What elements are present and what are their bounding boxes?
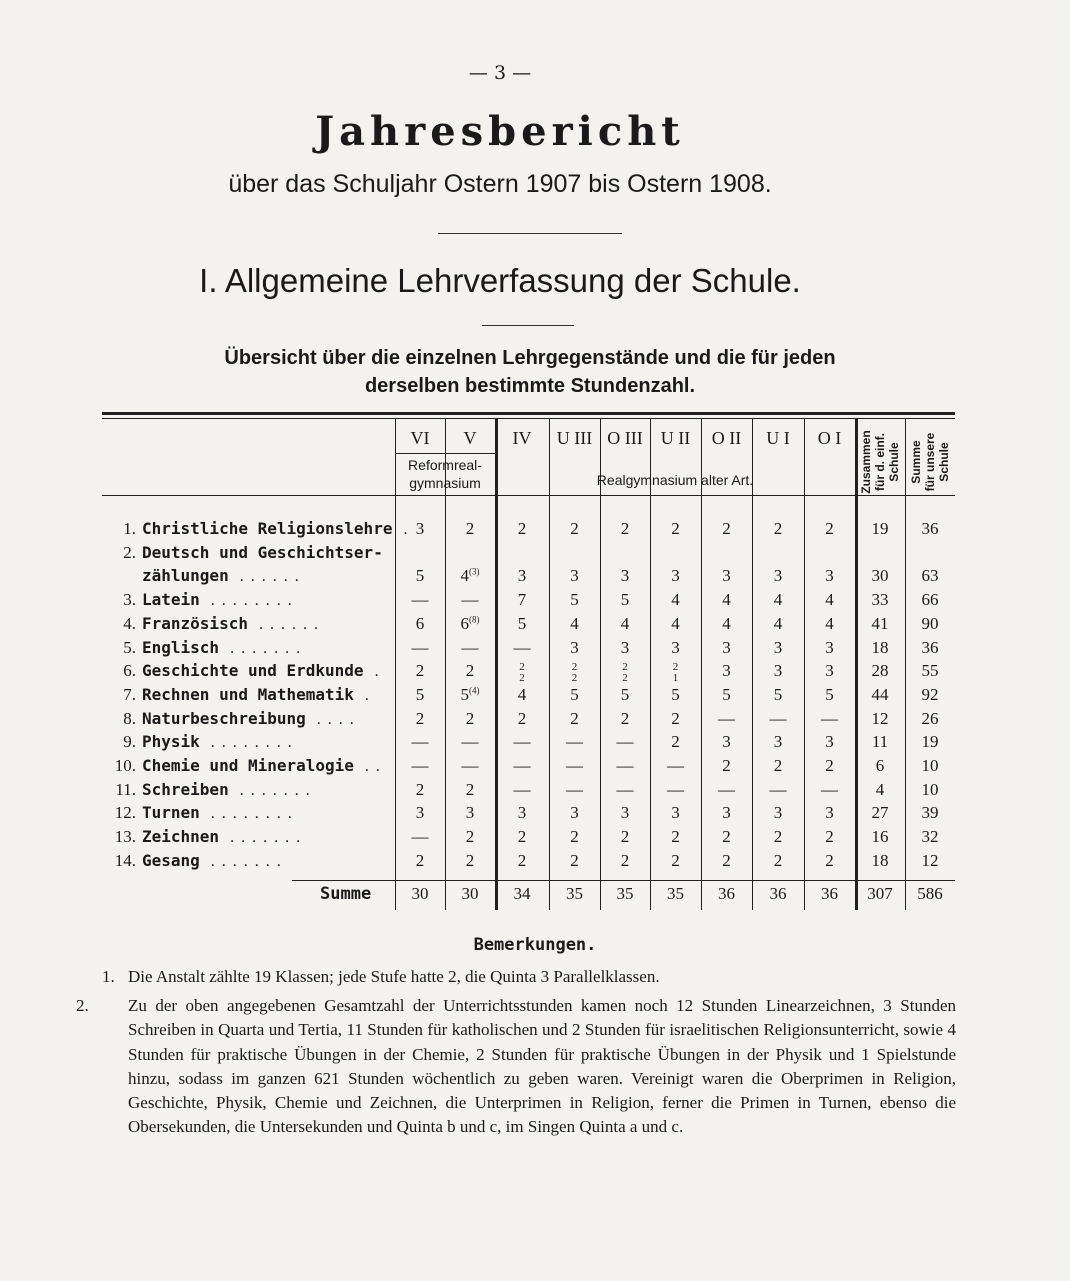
cell-value: 16: [871, 827, 889, 847]
subject-name: Physik: [142, 732, 200, 752]
row-number: 2.: [123, 542, 136, 562]
subject-name: Latein: [142, 590, 200, 610]
cell-value: 36: [921, 637, 939, 657]
subject-row: [104, 803, 394, 823]
column-header: IV: [512, 428, 532, 448]
cell-value: 3: [825, 732, 834, 752]
cell-value: 3: [570, 803, 579, 823]
cell-value: 2: [570, 519, 579, 538]
cell-value: 5: [825, 684, 834, 704]
cell-value: 33: [871, 590, 889, 610]
subject-name: Deutsch und Geschichtser-: [142, 542, 383, 562]
cell-value: 2: [825, 827, 834, 847]
cell-value: —: [769, 708, 787, 728]
subject-row: [104, 827, 394, 847]
subject-name: Gesang: [142, 850, 200, 870]
summe-value: 36: [821, 884, 838, 903]
cell-value: 3: [722, 732, 731, 752]
cell-value: 3: [570, 566, 579, 586]
cell-value: 2: [722, 519, 731, 538]
cell-value: —: [667, 779, 684, 799]
cell-value: 2 2: [622, 661, 628, 685]
summe-header: Summe für unsere Schule: [909, 432, 951, 492]
leader-dots: ........: [199, 592, 299, 610]
remarks-title: Bemerkungen.: [473, 935, 597, 955]
cell-value: —: [821, 779, 838, 799]
cell-value: 4: [570, 613, 579, 633]
alt-header: Realgymnasium alter Art.: [596, 472, 754, 488]
table-title-line: derselben bestimmte Stundenzahl.: [364, 375, 696, 397]
cell-value: 4: [825, 613, 834, 633]
summe-value: 36: [718, 884, 735, 903]
column-header: U III: [556, 428, 593, 448]
subject-row: [104, 661, 394, 681]
cell-value: 3: [825, 566, 834, 586]
cell-value: 4: [773, 613, 783, 633]
cell-value: 2: [465, 850, 475, 870]
cell-value: —: [513, 637, 531, 657]
cell-value: 5: [620, 590, 630, 610]
cell-value: 2: [415, 850, 425, 870]
cell-value: 2: [570, 708, 579, 728]
cell-value: —: [718, 708, 735, 728]
cell-value: —: [411, 590, 429, 610]
subject-row: [104, 851, 394, 871]
cell-value: 3: [773, 637, 783, 657]
cell-value: 2: [825, 519, 834, 538]
column-header: O I: [817, 428, 842, 448]
column-header: U I: [766, 428, 790, 448]
cell-value: 2: [570, 850, 579, 870]
subject-name: Chemie und Mineralogie: [142, 756, 354, 775]
cell-value: 55: [921, 661, 939, 681]
cell-value: 2: [722, 827, 731, 847]
remark-number: 1.: [102, 967, 115, 986]
cell-value: 2: [773, 827, 783, 847]
cell-value: 6: [415, 613, 425, 633]
cell-value: —: [513, 779, 531, 799]
row-number: 10.: [114, 756, 136, 775]
cell-value: 2: [415, 779, 425, 799]
cell-value: 3: [620, 803, 630, 823]
cell-value: —: [667, 756, 684, 775]
cell-value: 41: [871, 613, 889, 633]
leader-dots: .......: [219, 829, 308, 847]
leader-dots: .......: [219, 639, 308, 657]
subject-row: [104, 780, 394, 800]
cell-value: 3: [671, 637, 680, 657]
cell-value: 2: [517, 519, 527, 538]
row-number: 13.: [114, 827, 136, 847]
cell-value: 5$^{(4)}$: [460, 684, 480, 704]
cell-value: 2: [465, 779, 475, 799]
subject-name: Christliche Religionslehre: [142, 519, 393, 538]
cell-value: 10: [921, 779, 939, 799]
cell-value: 3: [620, 566, 630, 586]
cell-value: 7: [517, 590, 527, 610]
cell-value: 2 2: [571, 661, 578, 685]
cell-value: 39: [921, 803, 939, 823]
row-number: 6.: [123, 661, 136, 681]
leader-dots: .: [363, 663, 386, 681]
cell-value: 5: [773, 684, 783, 704]
cell-value: 3: [773, 566, 783, 586]
row-number: 7.: [123, 684, 136, 704]
cell-value: —: [513, 756, 531, 775]
cell-value: 3: [415, 803, 425, 823]
cell-value: 2: [825, 850, 834, 870]
cell-value: 3: [517, 566, 527, 586]
cell-value: 3: [825, 803, 834, 823]
subject-row: [104, 732, 394, 752]
cell-value: 5: [415, 684, 425, 704]
cell-value: 90: [921, 613, 939, 633]
cell-value: 5: [415, 566, 425, 586]
cell-value: 2: [620, 850, 630, 870]
leader-dots: ......: [228, 568, 306, 586]
cell-value: 30: [871, 566, 889, 586]
cell-value: 4: [517, 684, 527, 704]
subject-name: Schreiben: [142, 779, 229, 799]
row-number: 8.: [123, 708, 136, 728]
parallel-class-note: (4): [469, 685, 480, 696]
column-header: V: [463, 428, 477, 448]
cell-value: 4: [825, 590, 834, 610]
cell-value: 3: [415, 519, 425, 538]
cell-value: 3: [773, 732, 783, 752]
subject-name: Geschichte und Erdkunde: [142, 661, 364, 681]
cell-value: —: [461, 756, 479, 775]
cell-value: 3: [722, 566, 731, 586]
leader-dots: .: [392, 521, 415, 538]
cell-value: —: [566, 779, 583, 799]
cell-value: —: [461, 590, 479, 610]
leader-dots: ....: [305, 710, 361, 728]
cell-value: 2: [465, 827, 475, 847]
cell-value: 4: [722, 613, 731, 633]
remark-number: 2.: [76, 996, 89, 1015]
cell-value: 2: [825, 756, 834, 775]
cell-value: 12: [921, 850, 939, 870]
summe-label: Summe: [320, 884, 372, 904]
row-number: 11.: [115, 779, 136, 799]
subject-name: zählungen: [142, 566, 229, 586]
cell-value: 2: [415, 661, 425, 681]
parallel-class-note: (8): [469, 614, 480, 625]
cell-value: 28: [871, 661, 889, 681]
cell-value: —: [411, 637, 429, 657]
subject-row: [104, 566, 394, 586]
cell-value: 4: [620, 613, 630, 633]
cell-value: —: [411, 756, 429, 775]
summe-value: 35: [566, 884, 583, 903]
summe-value: 35: [667, 884, 684, 903]
row-number: 12.: [114, 803, 136, 823]
row-number: 14.: [114, 850, 136, 870]
cell-value: —: [566, 732, 583, 752]
cell-value: 11: [871, 732, 889, 752]
cell-value: 3: [773, 803, 783, 823]
row-number: 9.: [123, 732, 136, 752]
column-header: VI: [410, 428, 430, 448]
subject-name: Rechnen und Mathematik: [142, 684, 354, 704]
subject-name: Französisch: [142, 613, 248, 633]
cell-value: 44: [871, 684, 889, 704]
cell-value: 2: [671, 827, 680, 847]
cell-value: —: [566, 756, 583, 775]
column-header: O II: [711, 428, 742, 448]
remark-2: [76, 994, 956, 1140]
cell-value: —: [718, 779, 735, 799]
column-header: O III: [607, 428, 643, 448]
remark-text: Die Anstalt zählte 19 Klassen; jede Stufe hatte 2, die Quinta 3 Parallelklassen.: [128, 967, 660, 986]
cell-value: 4: [671, 590, 680, 610]
cell-value: 3: [671, 566, 680, 586]
cell-value: —: [616, 732, 634, 752]
parallel-class-note: (3): [469, 566, 480, 577]
cell-value: 3: [620, 637, 630, 657]
table-top-rule: [102, 418, 955, 419]
cell-value: 5: [570, 684, 579, 704]
row-number: 3.: [123, 590, 136, 610]
cell-value: —: [821, 708, 838, 728]
cell-value: 3: [671, 803, 680, 823]
cell-value: 4: [722, 590, 731, 610]
subject-row: [104, 685, 394, 705]
cell-value: 2: [722, 850, 731, 870]
cell-value: 3: [825, 661, 834, 681]
cell-value: —: [461, 637, 479, 657]
cell-value: 2: [415, 708, 425, 728]
leader-dots: .......: [228, 781, 317, 799]
cell-value: 3: [465, 803, 475, 823]
cell-value: 3: [517, 803, 527, 823]
page-number: — 3 —: [468, 62, 532, 84]
remark-text: Zu der oben angegebenen Gesamtzahl der Unterrichtsstunden kamen noch 12 Stunden Linearzeichnen, 3 Stunden Schreiben in Quarta und Tertia, 11 Stunden für katholischen und 2 Stunden für israelitischen Religionsunterricht, sowie 4 Stunden für praktische Übungen in der Chemie, 2 Stunden für praktische Übungen in der Physik und 1 Spielstunde hinzu, sodass im ganzen 621 Stunden wöchentlich zu geben waren. Vereinigt waren die Oberprimen in Religion, Geschichte, Physik, Chemie und Zeichnen, die Unterprimen in Religion, ferner die Primen in Turnen, ebenso die Obersekunden, die Untersekunden und Quinta b und c, im Singen Quinta a und c.: [128, 996, 956, 1137]
cell-value: 4: [773, 590, 783, 610]
cell-value: —: [411, 827, 429, 847]
cell-value: 2: [517, 850, 527, 870]
summe-value: 30: [411, 884, 429, 903]
cell-value: —: [513, 732, 531, 752]
cell-value: —: [411, 732, 429, 752]
cell-value: 2: [620, 827, 630, 847]
cell-value: 18: [871, 637, 889, 657]
subject-name: Turnen: [142, 803, 200, 823]
cell-value: 2: [671, 519, 680, 538]
header-rule: [102, 495, 955, 496]
cell-value: 2: [517, 708, 527, 728]
cell-value: —: [616, 779, 634, 799]
cell-value: 2: [465, 661, 475, 681]
cell-value: 27: [871, 803, 889, 823]
subject-row: [104, 519, 415, 539]
cell-value: 32: [921, 827, 939, 847]
cell-value: 4: [875, 779, 885, 799]
cell-value: 10: [921, 756, 939, 775]
cell-value: —: [461, 732, 479, 752]
cell-value: 3: [570, 637, 579, 657]
subject-row: [104, 543, 394, 563]
row-number: 5.: [123, 637, 136, 657]
cell-value: —: [769, 779, 787, 799]
cell-value: 2: [570, 827, 579, 847]
cell-value: 2: [671, 708, 680, 728]
cell-value: 5: [570, 590, 579, 610]
cell-value: 2 2: [519, 661, 525, 685]
cell-value: 2: [465, 519, 475, 538]
summe-value: 36: [769, 884, 787, 903]
cell-value: 5: [722, 684, 731, 704]
leader-dots: ......: [247, 615, 325, 633]
leader-dots: ..: [353, 758, 387, 775]
subject-row: [104, 638, 394, 658]
report-subtitle: über das Schuljahr Ostern 1907 bis Ostern 1908.: [228, 170, 772, 198]
subject-row: [104, 590, 394, 610]
subject-row: [104, 756, 394, 776]
cell-value: 3: [722, 637, 731, 657]
subject-name: Naturbeschreibung: [142, 708, 306, 728]
table-title-line: Übersicht über die einzelnen Lehrgegenstände und die für jeden: [224, 347, 836, 369]
cell-value: 19: [871, 519, 889, 538]
cell-value: 2: [671, 850, 680, 870]
cell-value: 12: [871, 708, 889, 728]
summe-value: 35: [616, 884, 634, 903]
cell-value: 3: [773, 661, 783, 681]
cell-value: 2: [671, 732, 680, 752]
cell-value: 5: [620, 684, 630, 704]
leader-dots: .......: [199, 852, 288, 870]
cell-value: 2: [773, 756, 783, 775]
leader-dots: .: [353, 686, 376, 704]
cell-value: 2: [773, 850, 783, 870]
section-heading: I. Allgemeine Lehrverfassung der Schule.: [199, 262, 801, 299]
column-header: U II: [660, 428, 691, 448]
cell-value: 5: [671, 684, 680, 704]
summe-value: 586: [917, 884, 943, 903]
cell-value: 2 1: [672, 661, 679, 685]
cell-value: 4$^{(3)}$: [460, 566, 480, 586]
row-number: 1.: [123, 519, 136, 538]
cell-value: 36: [921, 519, 939, 538]
leader-dots: ........: [199, 734, 299, 752]
cell-value: 2: [620, 708, 630, 728]
zusammen-header: Zusammen für d. einf. Schule: [859, 430, 901, 494]
cell-value: 2: [773, 519, 783, 538]
cell-value: 3: [722, 661, 731, 681]
cell-value: 3: [825, 637, 834, 657]
cell-value: 5: [517, 613, 527, 633]
cell-value: 26: [921, 708, 939, 728]
cell-value: —: [616, 756, 634, 775]
summe-value: 307: [867, 884, 893, 903]
cell-value: 6: [875, 756, 885, 775]
cell-value: 2: [465, 708, 475, 728]
cell-value: 18: [871, 850, 889, 870]
table-top-rule: [102, 412, 955, 415]
reform-header: Reformreal- gymnasium: [408, 457, 482, 491]
cell-value: 66: [921, 590, 939, 610]
subject-name: Englisch: [142, 637, 220, 657]
cell-value: 92: [921, 684, 939, 704]
cell-value: 3: [722, 803, 731, 823]
cell-value: 63: [921, 566, 939, 586]
report-title: Jahresbericht: [315, 108, 685, 155]
header-subrule: [395, 453, 495, 454]
remark-1: [102, 965, 956, 989]
subject-row: [104, 614, 394, 634]
cell-value: 6$^{(8)}$: [460, 613, 480, 633]
subject-name: Zeichnen: [142, 827, 220, 847]
leader-dots: ........: [199, 805, 299, 823]
cell-value: 2: [722, 756, 731, 775]
row-number: 4.: [123, 613, 136, 633]
subject-row: [104, 709, 394, 729]
summe-value: 30: [461, 884, 479, 903]
summe-value: 34: [513, 884, 531, 903]
cell-value: 4: [671, 613, 680, 633]
cell-value: 2: [517, 827, 527, 847]
cell-value: 2: [620, 519, 630, 538]
cell-value: 19: [921, 732, 939, 752]
